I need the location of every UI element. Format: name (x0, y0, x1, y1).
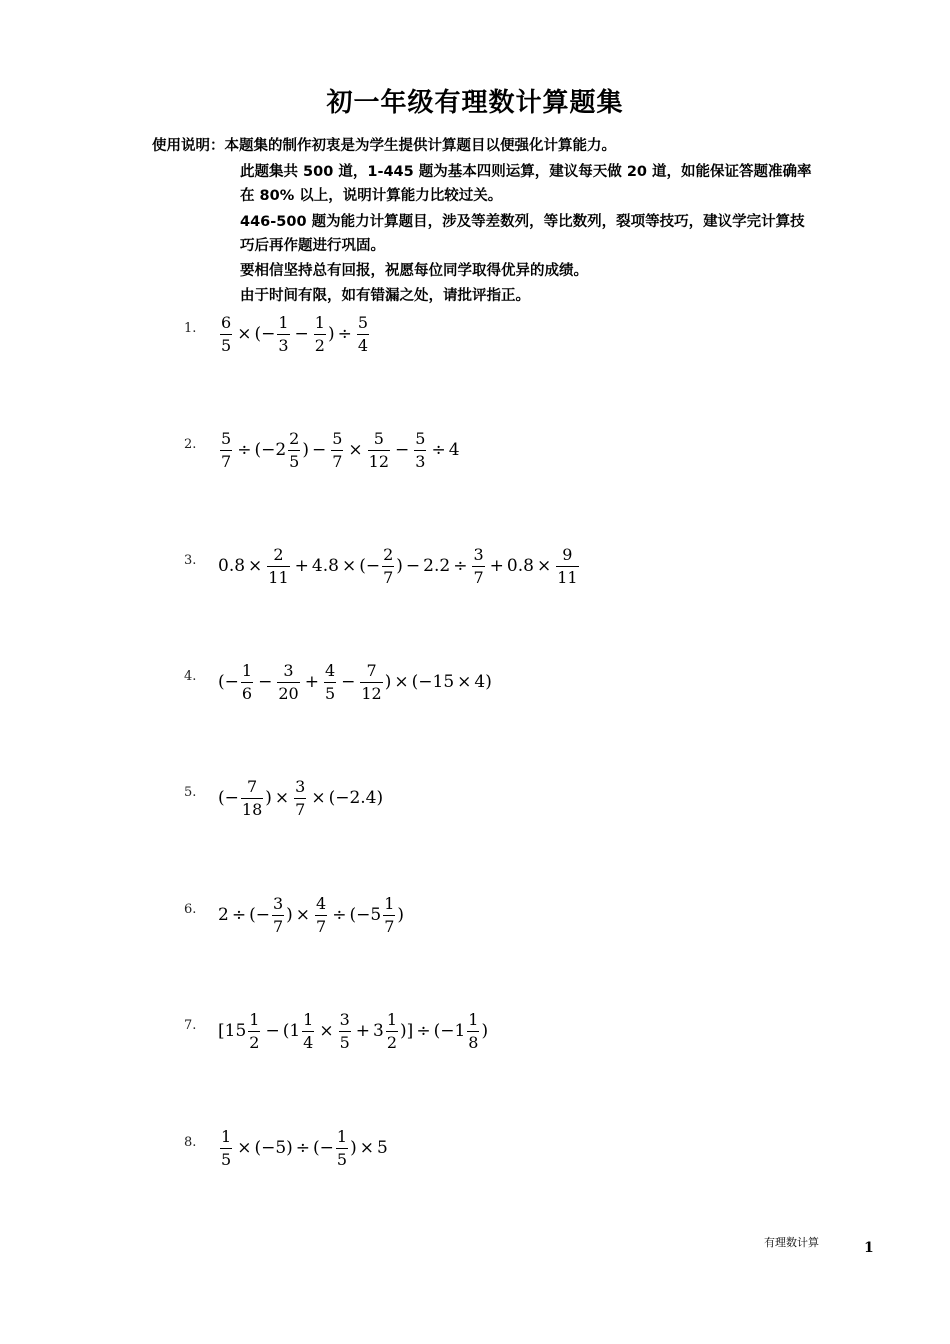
problem-expression (218, 1008, 488, 1054)
numerator: 3 (473, 544, 484, 564)
operator: + (489, 556, 504, 576)
term: (1 (282, 1021, 301, 1041)
term: 5 (376, 1138, 388, 1158)
numerator: 1 (468, 1009, 479, 1029)
fraction (472, 546, 484, 587)
operator: × (248, 556, 263, 576)
problem-number: 1. (184, 321, 197, 336)
fraction (294, 778, 306, 819)
problem-expression (218, 427, 460, 473)
fraction (336, 1128, 348, 1169)
denominator: 11 (268, 567, 289, 587)
fraction (314, 314, 326, 355)
term: ) (397, 905, 405, 925)
numerator: 1 (221, 1126, 232, 1146)
problem-expression (218, 659, 492, 705)
operator: − (265, 1021, 280, 1041)
numerator: 2 (289, 428, 300, 448)
problem-number: 5. (184, 785, 197, 800)
term: ) (302, 440, 309, 460)
operator: ÷ (337, 324, 352, 344)
term: (− (359, 556, 381, 576)
operator: − (341, 672, 356, 692)
problem-number: 3. (184, 553, 197, 568)
operator: − (405, 556, 421, 576)
denominator: 2 (314, 335, 325, 355)
numerator: 7 (366, 660, 377, 680)
denominator: 8 (468, 1032, 479, 1052)
fraction (383, 895, 395, 936)
intro-line-2: 此题集共 500 道，1-445 题为基本四则运算，建议每天做 20 道，如能保证答题准确率 (240, 164, 812, 180)
page-number: 1 (864, 1240, 874, 1256)
numerator: 3 (339, 1009, 350, 1029)
numerator: 1 (314, 312, 325, 332)
operator: × (237, 324, 252, 344)
problem-number: 8. (184, 1135, 197, 1150)
numerator: 5 (332, 428, 343, 448)
operator: ÷ (231, 905, 247, 925)
denominator: 5 (324, 683, 336, 703)
denominator: 7 (383, 567, 394, 587)
term: ) (481, 1021, 489, 1041)
operator: × (274, 788, 290, 808)
problem-number: 4. (184, 669, 197, 684)
operator: × (341, 556, 357, 576)
problem-number: 7. (184, 1018, 197, 1033)
term: (− (254, 324, 276, 344)
term: 0.8 (218, 556, 246, 576)
numerator: 3 (272, 893, 284, 913)
operator: ÷ (332, 905, 347, 925)
term: 4 (448, 440, 460, 460)
operator: × (237, 1138, 252, 1158)
numerator: 4 (324, 660, 336, 680)
numerator: 1 (303, 1009, 314, 1029)
numerator: 1 (241, 660, 253, 680)
operator: + (294, 556, 309, 576)
term: (−5 (349, 905, 382, 925)
fraction (241, 662, 253, 703)
intro-line-4: 446-500 题为能力计算题目，涉及等差数列，等比数列，裂项等技巧，建议学完计算技 (240, 214, 805, 230)
operator: × (348, 440, 363, 460)
denominator: 7 (384, 916, 395, 936)
fraction (324, 662, 336, 703)
operator: ÷ (237, 440, 252, 460)
operator: + (304, 672, 319, 692)
operator: × (536, 556, 552, 576)
numerator: 5 (373, 428, 384, 448)
operator: ÷ (416, 1021, 431, 1041)
term: [15 (218, 1021, 247, 1041)
fraction (220, 314, 232, 355)
fraction (357, 314, 369, 355)
denominator: 6 (241, 683, 253, 703)
numerator: 5 (357, 312, 369, 332)
denominator: 12 (368, 451, 390, 471)
numerator: 2 (383, 544, 394, 564)
fraction (382, 546, 394, 587)
term: (− (218, 672, 239, 692)
page-title: 初一年级有理数计算题集 (326, 88, 624, 118)
term: (−5) (254, 1138, 293, 1158)
operator: + (355, 1021, 371, 1041)
term: (−1 (433, 1021, 466, 1041)
denominator: 7 (316, 916, 327, 936)
denominator: 7 (272, 916, 284, 936)
numerator: 4 (316, 893, 327, 913)
fraction (241, 778, 263, 819)
fraction (277, 314, 289, 355)
denominator: 12 (361, 683, 382, 703)
numerator: 7 (246, 776, 258, 796)
operator: ÷ (295, 1138, 311, 1158)
denominator: 7 (332, 451, 343, 471)
intro-line-1: 使用说明：本题集的制作初衷是为学生提供计算题目以便强化计算能力。 (152, 138, 616, 154)
denominator: 4 (303, 1032, 314, 1052)
operator: ÷ (431, 440, 446, 460)
term: ) (265, 788, 272, 808)
term: ) (350, 1138, 357, 1158)
denominator: 5 (336, 1149, 348, 1169)
numerator: 5 (221, 428, 232, 448)
operator: × (457, 672, 472, 692)
intro-line-5: 巧后再作题进行巩固。 (240, 238, 385, 254)
denominator: 7 (295, 799, 306, 819)
numerator: 6 (221, 312, 232, 332)
problem-expression (218, 892, 404, 938)
term: (−2 (254, 440, 287, 460)
fraction (331, 430, 343, 471)
denominator: 7 (473, 567, 484, 587)
numerator: 1 (386, 1009, 398, 1029)
operator: × (311, 788, 326, 808)
fraction (315, 895, 327, 936)
denominator: 7 (221, 451, 232, 471)
denominator: 2 (249, 1032, 260, 1052)
denominator: 3 (278, 335, 289, 355)
term: (−15 (411, 672, 455, 692)
fraction (339, 1011, 351, 1052)
term: ) (396, 556, 403, 576)
problem-expression (218, 543, 581, 589)
problem-number: 6. (184, 902, 197, 917)
intro-line-3: 在 80% 以上，说明计算能力比较过关。 (240, 188, 503, 204)
denominator: 5 (339, 1032, 350, 1052)
intro-line-7: 由于时间有限，如有错漏之处，请批评指正。 (240, 288, 530, 304)
fraction (368, 430, 390, 471)
numerator: 3 (283, 660, 294, 680)
operator: × (319, 1021, 334, 1041)
operator: − (311, 440, 327, 460)
term: (− (313, 1138, 334, 1158)
fraction (360, 662, 382, 703)
numerator: 1 (336, 1126, 348, 1146)
denominator: 20 (278, 683, 299, 703)
problem-expression (218, 1125, 388, 1171)
operator: − (395, 440, 410, 460)
fraction (288, 430, 300, 471)
denominator: 5 (221, 335, 232, 355)
fraction (220, 1128, 232, 1169)
fraction (248, 1011, 260, 1052)
fraction (277, 662, 299, 703)
fraction (414, 430, 426, 471)
operator: ÷ (453, 556, 468, 576)
term: (− (249, 905, 270, 925)
term: ) (286, 905, 293, 925)
term: 3 (373, 1021, 384, 1041)
term: 2.2 (423, 556, 451, 576)
numerator: 2 (273, 544, 284, 564)
term: (− (218, 788, 239, 808)
numerator: 5 (415, 428, 426, 448)
fraction (267, 546, 289, 587)
denominator: 4 (357, 335, 369, 355)
operator: − (258, 672, 273, 692)
fraction (386, 1011, 398, 1052)
fraction (556, 546, 578, 587)
denominator: 11 (557, 567, 578, 587)
operator: × (295, 905, 311, 925)
denominator: 18 (241, 799, 263, 819)
problem-expression (218, 775, 383, 821)
term: ) (384, 672, 392, 692)
term: 2 (218, 905, 229, 925)
problem-number: 2. (184, 437, 197, 452)
footer-label: 有理数计算 (764, 1236, 819, 1249)
denominator: 5 (289, 451, 300, 471)
fraction (302, 1011, 314, 1052)
term: 4) (474, 672, 492, 692)
operator: − (294, 324, 309, 344)
numerator: 1 (278, 312, 289, 332)
denominator: 3 (415, 451, 426, 471)
denominator: 5 (221, 1149, 232, 1169)
operator: × (359, 1138, 374, 1158)
denominator: 2 (386, 1032, 398, 1052)
numerator: 9 (562, 544, 573, 564)
fraction (467, 1011, 479, 1052)
numerator: 1 (249, 1009, 260, 1029)
term: ) (327, 324, 335, 344)
fraction (220, 430, 232, 471)
intro-line-6: 要相信坚持总有回报，祝愿每位同学取得优异的成绩。 (240, 263, 588, 279)
term: 4.8 (311, 556, 339, 576)
operator: × (394, 672, 409, 692)
term: )] (400, 1021, 414, 1041)
fraction (272, 895, 284, 936)
term: 0.8 (506, 556, 534, 576)
problem-expression (218, 311, 371, 357)
term: (−2.4) (328, 788, 384, 808)
numerator: 3 (295, 776, 306, 796)
numerator: 1 (384, 893, 395, 913)
